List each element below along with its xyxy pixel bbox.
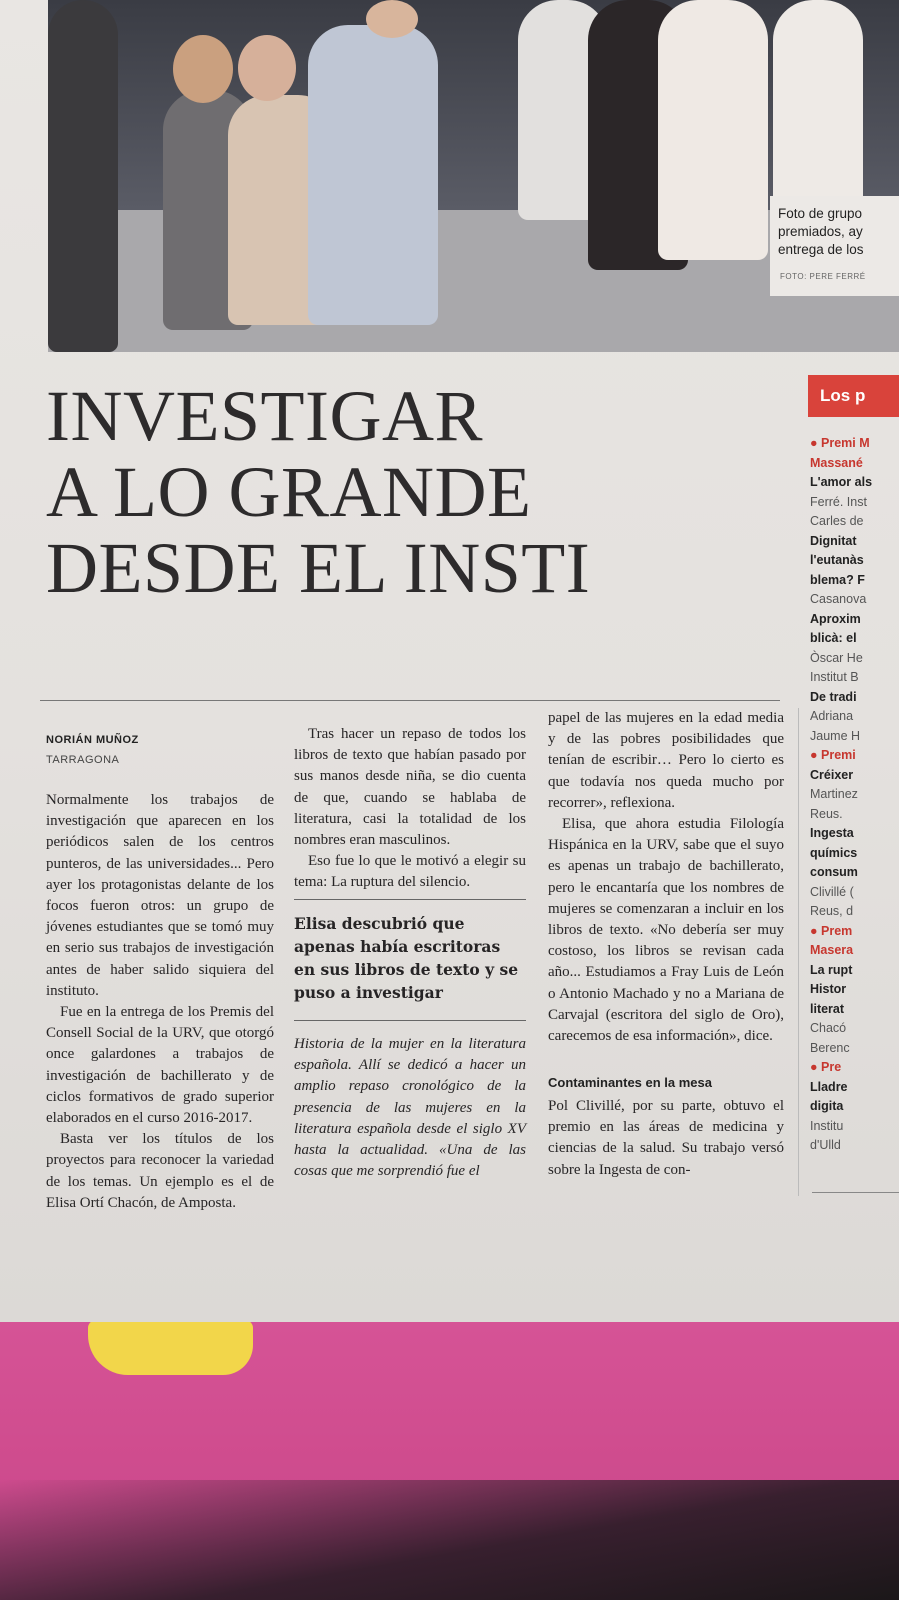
paragraph: Fue en la entrega de los Premis del Consell Social de la URV, que otorgó once galardones a trabajos de investigación de bachillerato y de ciclos formativos de grado superior elaborados en el curso 2016-2017. bbox=[46, 1004, 274, 1127]
sidebar-line: Masera bbox=[810, 943, 854, 957]
photo-credit: FOTO: PERE FERRÉ bbox=[780, 272, 866, 281]
sidebar-line: Clivillé ( bbox=[810, 884, 854, 899]
paragraph: Eso fue lo que le motivó a elegir su tema: La ruptura del silencio. bbox=[294, 853, 526, 891]
sidebar-line: Dignitat bbox=[810, 533, 857, 548]
article-headline bbox=[46, 378, 746, 606]
sidebar-line: digita bbox=[810, 1099, 844, 1113]
person bbox=[773, 0, 863, 210]
sidebar-line: Institu bbox=[810, 1118, 844, 1133]
sidebar-line: ● Pre bbox=[810, 1060, 842, 1074]
person-head bbox=[173, 35, 233, 103]
sidebar-line: ● Premi M bbox=[810, 436, 870, 450]
sidebar-divider bbox=[798, 708, 799, 1196]
sidebar-line: Òscar He bbox=[810, 650, 863, 665]
paragraph: Pol Clivillé, por su parte, obtuvo el premio en las áreas de medicina y ciencias de la salud. Su trabajo versó sobre la Ingesta de con- bbox=[548, 1098, 784, 1178]
dark-foreground bbox=[0, 1480, 899, 1600]
person bbox=[308, 25, 438, 325]
person bbox=[658, 0, 768, 260]
paragraph: Historia de la mujer en la literatura española. Allí se dedicó a hacer un amplio repaso cronológico de la presencia de las mujeres en la literatura española desde el siglo XV hasta la actualidad. «Una de las cosas que me sorprendió fue el bbox=[294, 1036, 526, 1180]
sidebar-line: Reus, d bbox=[810, 904, 854, 918]
dateline-location: TARRAGONA bbox=[46, 754, 120, 766]
person-head bbox=[366, 0, 418, 38]
sidebar-line: Martinez bbox=[810, 787, 858, 801]
person-head bbox=[238, 35, 296, 101]
sidebar-line: d'Ulld bbox=[810, 1138, 841, 1152]
paragraph: Tras hacer un repaso de todos los libros de texto que habían pasado por sus manos desde niña, se dio cuenta de que, cuando se hablaba de literatura, casi la totalidad de los nombres eran masculinos. bbox=[294, 726, 526, 849]
sidebar-line: l'eutanàs bbox=[810, 553, 864, 567]
pullquote: Elisa descubrió que apenas había escritoras en sus libros de texto y se puso a investigar bbox=[294, 914, 519, 1002]
article-column-2 bbox=[294, 724, 526, 894]
headline-line: DESDE EL INSTI bbox=[46, 528, 591, 608]
author-byline: NORIÁN MUÑOZ bbox=[46, 734, 139, 746]
article-column-2-continued bbox=[294, 1034, 526, 1182]
winners-sidebar bbox=[810, 434, 899, 1156]
article-column-1 bbox=[46, 790, 274, 1214]
sidebar-line: ● Prem bbox=[810, 923, 853, 938]
sidebar-line: De tradi bbox=[810, 689, 857, 704]
sidebar-line: blicà: el bbox=[810, 631, 857, 645]
paragraph: Normalmente los trabajos de investigación que aparecen en los periódicos salen de los centros punteros, de las universidades... Pero ayer los protagonistas delante de los focos fueron otros: un grupo de jóvenes estudiantes que se tomó muy en serio sus trabajos de investigación antes de haber salido siquiera del instituto. bbox=[46, 792, 274, 999]
yellow-decoration bbox=[88, 1320, 253, 1375]
pullquote-rule bbox=[294, 899, 526, 900]
sidebar-line: Ferré. Inst bbox=[810, 494, 867, 509]
sidebar-line: L'amor als bbox=[810, 475, 873, 489]
paragraph: papel de las mujeres en la edad media y de las pobres posibilidades que tenían de escribir… Pero lo cierto es que todavía nos queda mucho por recorrer», reflexiona. bbox=[548, 710, 784, 811]
sidebar-line: Ingesta bbox=[810, 826, 854, 840]
sidebar-line: Aproxim bbox=[810, 611, 861, 626]
pullquote-rule bbox=[294, 1020, 526, 1021]
sidebar-line: Créixer bbox=[810, 767, 854, 782]
sidebar-line: Carles de bbox=[810, 514, 864, 528]
article-column-3-continued bbox=[548, 1096, 784, 1181]
sidebar-line: Lladre bbox=[810, 1079, 848, 1094]
sidebar-line: químics bbox=[810, 845, 858, 860]
sidebar-title-badge: Los p bbox=[808, 375, 899, 417]
paragraph: Basta ver los títulos de los proyectos para reconocer la variedad de los temas. Un ejemplo es el de Elisa Ortí Chacón, de Amposta. bbox=[46, 1131, 274, 1211]
sidebar-line: consum bbox=[810, 865, 858, 879]
sidebar-line: Massané bbox=[810, 455, 863, 470]
sidebar-line: blema? F bbox=[810, 572, 865, 587]
photo-caption: Foto de grupo premiados, ay entrega de los bbox=[778, 206, 864, 257]
section-subhead: Contaminantes en la mesa bbox=[548, 1075, 712, 1090]
sidebar-rule bbox=[812, 1192, 899, 1193]
headline-line: INVESTIGAR bbox=[46, 376, 483, 456]
headline-line: A LO GRANDE bbox=[46, 452, 532, 532]
sidebar-line: Berenc bbox=[810, 1040, 850, 1055]
sidebar-line: Jaume H bbox=[810, 728, 861, 743]
sidebar-line: La rupt bbox=[810, 962, 853, 977]
article-column-3 bbox=[548, 708, 784, 1047]
headline-rule bbox=[40, 700, 780, 701]
sidebar-line: Histor bbox=[810, 982, 847, 996]
sidebar-line: literat bbox=[810, 1001, 845, 1016]
sidebar-line: ● Premi bbox=[810, 748, 856, 762]
sidebar-line: Institut B bbox=[810, 670, 859, 684]
group-photo bbox=[48, 0, 899, 352]
person bbox=[48, 0, 118, 352]
sidebar-line: Adriana bbox=[810, 709, 854, 723]
paragraph: Elisa, que ahora estudia Filología Hispánica en la URV, sabe que el suyo es apenas un trabajo de bachillerato, pero le encantaría que los nombres de mujeres se comenzaran a incluir en los libros de texto. «No debería ser muy costoso, los libros se revisan cada año... Estudiamos a Fray Luis de León o Antonio Machado y no a Mariana de Carvajal (escritora del siglo de Oro), carecemos de esa información», dice. bbox=[548, 816, 784, 1045]
sidebar-line: Reus. bbox=[810, 806, 843, 821]
sidebar-line: Casanova bbox=[810, 592, 867, 606]
sidebar-line: Chacó bbox=[810, 1021, 847, 1035]
